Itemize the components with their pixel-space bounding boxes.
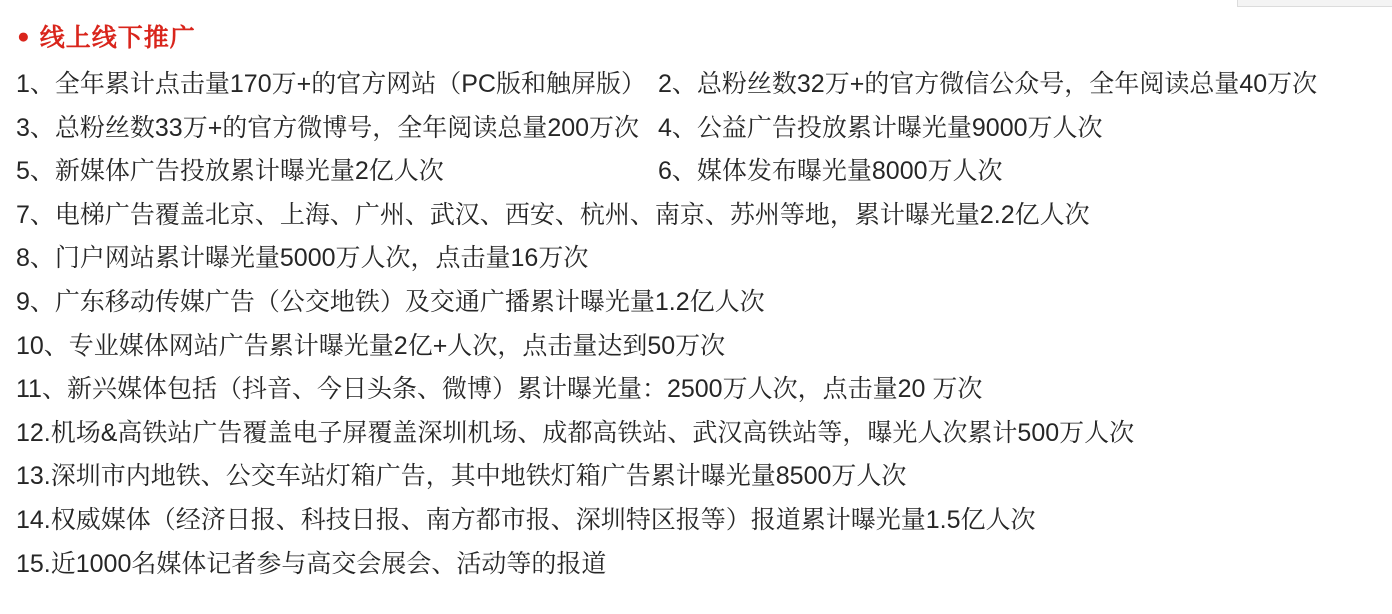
list-item-text: 9、广东移动传媒广告（公交地铁）及交通广播累计曝光量1.2亿人次 <box>16 287 765 316</box>
list-item <box>16 63 1392 107</box>
cutoff-panel-fragment <box>1237 0 1392 7</box>
list-item <box>16 499 1392 543</box>
list-item-text: 10、专业媒体网站广告累计曝光量2亿+人次，点击量达到50万次 <box>16 331 726 360</box>
list-item-text: 15.近1000名媒体记者参与高交会展会、活动等的报道 <box>16 549 607 578</box>
list-item <box>16 237 1392 281</box>
list-item-text-right: 6、媒体发布曝光量8000万人次 <box>658 157 1003 186</box>
list-item <box>16 150 1392 194</box>
list-item-text-right: 4、公益广告投放累计曝光量9000万人次 <box>658 113 1103 142</box>
list-item-text: 3、总粉丝数33万+的官方微博号，全年阅读总量200万次 <box>16 113 640 142</box>
list-item-text: 12.机场&高铁站广告覆盖电子屏覆盖深圳机场、成都高铁站、武汉高铁站等，曝光人次累计500万人次 <box>16 418 1135 447</box>
list-item-text: 14.权威媒体（经济日报、科技日报、南方都市报、深圳特区报等）报道累计曝光量1.5亿人次 <box>16 505 1036 534</box>
list-item <box>16 325 1392 369</box>
list-item-text: 5、新媒体广告投放累计曝光量2亿人次 <box>16 157 444 186</box>
promotion-list <box>16 63 1392 586</box>
section-header <box>17 21 196 51</box>
list-item-text: 8、门户网站累计曝光量5000万人次，点击量16万次 <box>16 244 589 273</box>
list-item <box>16 194 1392 238</box>
list-item <box>16 543 1392 587</box>
list-item-text: 11、新兴媒体包括（抖音、今日头条、微博）累计曝光量：2500万人次，点击量20 万次 <box>16 375 983 404</box>
list-item-text: 1、全年累计点击量170万+的官方网站（PC版和触屏版） <box>16 70 646 98</box>
list-item-text: 7、电梯广告覆盖北京、上海、广州、武汉、西安、杭州、南京、苏州等地，累计曝光量2.2亿人次 <box>16 200 1090 229</box>
section-title: 线上线下推广 <box>39 24 196 52</box>
list-item <box>16 455 1392 499</box>
red-bullet-icon: ● <box>17 24 31 48</box>
list-item <box>16 412 1392 456</box>
list-item <box>16 281 1392 325</box>
list-item-text: 13.深圳市内地铁、公交车站灯箱广告，其中地铁灯箱广告累计曝光量8500万人次 <box>16 462 907 491</box>
list-item-text-right: 2、总粉丝数32万+的官方微信公众号，全年阅读总量40万次 <box>658 70 1318 98</box>
list-item <box>16 368 1392 412</box>
list-item <box>16 107 1392 151</box>
